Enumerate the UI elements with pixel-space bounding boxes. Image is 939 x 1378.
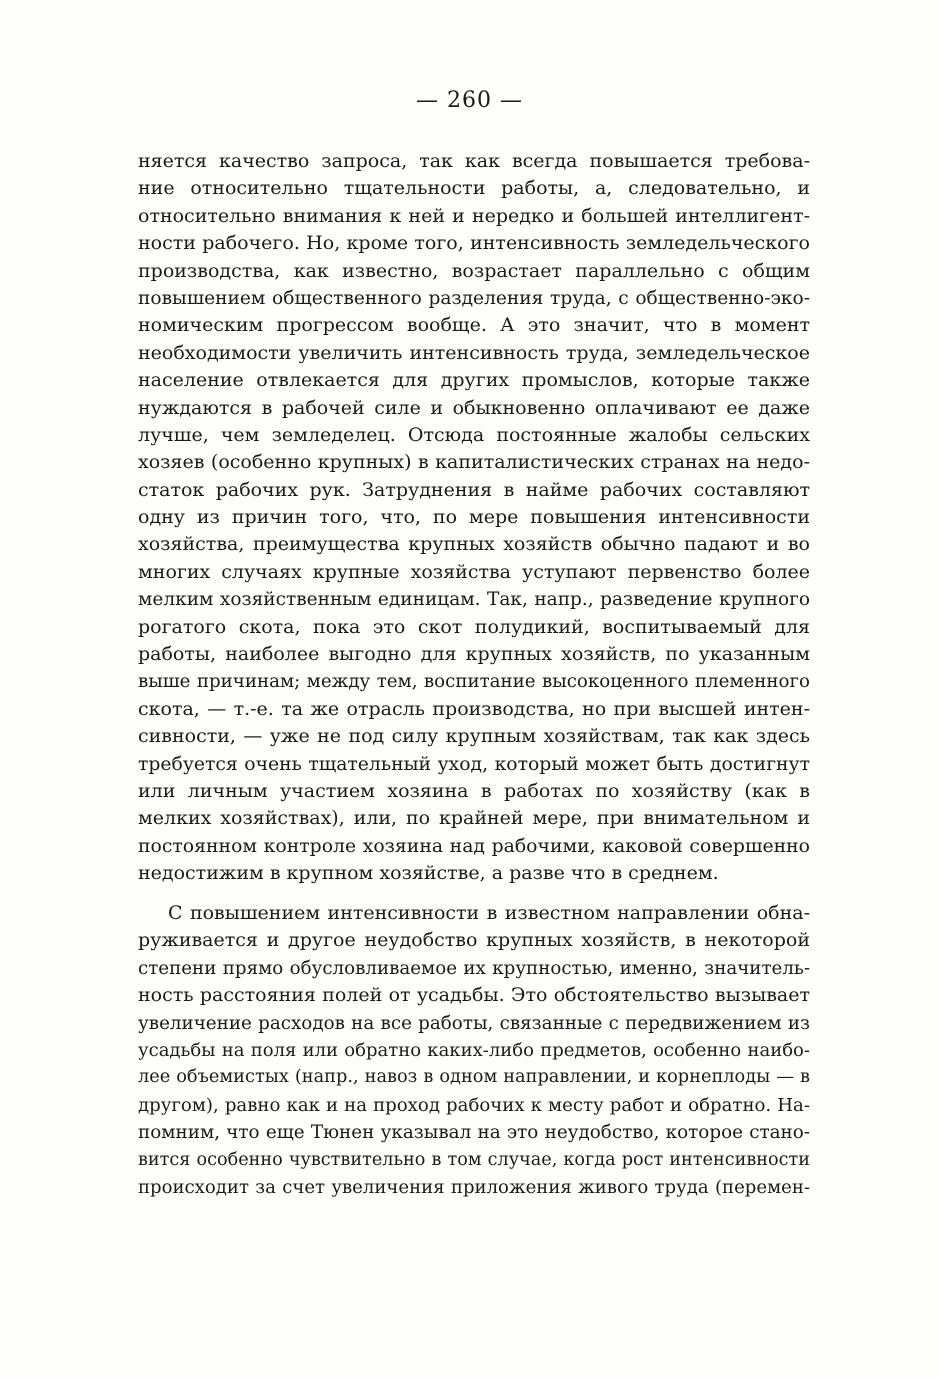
text-line: мелким хозяйственным единицам. Так, напр., разведение крупного	[138, 589, 810, 611]
paragraph-2	[138, 900, 810, 1201]
text-line: усадьбы на поля или обратно каких-либо предметов, особенно наибо-	[138, 1039, 810, 1061]
text-line: статок рабочих рук. Затруднения в найме рабочих составляют	[138, 478, 810, 501]
text-line: относительно внимания к ней и нередко и большей интеллигент-	[138, 204, 810, 227]
text-line: номическим прогрессом вообще. А это значит, что в момент	[138, 314, 810, 337]
text-line: постоянном контроле хозяина над рабочими, каковой совершенно	[138, 835, 810, 857]
text-line: скота, — т.-е. та же отрасль производства, но при высшей интен-	[138, 697, 810, 720]
text-line: многих случаях крупные хозяйства уступают первенство более	[138, 560, 810, 583]
text-line: вится особенно чувствительно в том случае, когда рост интенсивности	[138, 1149, 810, 1170]
text-line: мелких хозяйствах), или, по крайней мере, при внимательном и	[138, 807, 810, 830]
text-line: одну из причин того, что, по мере повышения интенсивности	[138, 506, 810, 529]
text-line: нуждаются в рабочей силе и обыкновенно оплачивают ее даже	[138, 396, 810, 419]
text-line: степени прямо обусловливаемое их крупностью, именно, значитель-	[138, 957, 810, 979]
text-line: няется качество запроса, так как всегда повышается требова-	[138, 150, 810, 172]
text-line: население отвлекается для других промыслов, которые также	[138, 369, 810, 392]
text-line: ности рабочего. Но, кроме того, интенсивность земледельческого	[138, 232, 810, 255]
text-line: работы, наиболее выгодно для крупных хозяйств, по указанным	[138, 643, 810, 666]
text-line: ние относительно тщательности работы, а, следовательно, и	[138, 177, 810, 200]
text-line: помним, что еще Тюнен указывал на это неудобство, которое стано-	[138, 1122, 810, 1144]
text-line: повышением общественного разделения труда, с общественно-эко-	[138, 287, 810, 309]
text-line: другом), равно как и на проход рабочих к месту работ и обратно. На-	[138, 1094, 810, 1116]
text-line: рогатого скота, пока это скот полудикий, воспитываемый для	[138, 615, 810, 638]
page-number: — 260 —	[416, 88, 523, 113]
text-line: происходит за счет увеличения приложения живого труда (перемен-	[138, 1176, 810, 1198]
text-line: хозяев (особенно крупных) в капиталистических странах на недо-	[138, 451, 810, 474]
text-line: сивности, — уже не под силу крупным хозяйствам, так как здесь	[138, 725, 810, 748]
text-line: требуется очень тщательный уход, который может быть достигнут	[138, 753, 810, 775]
paragraph-1	[138, 148, 810, 888]
text-line: выше причинам; между тем, воспитание высокоценного племенного	[138, 671, 810, 693]
text-line: или личным участием хозяина в работах по хозяйству (как в	[138, 779, 810, 802]
text-line: необходимости увеличить интенсивность труда, земледельческое	[138, 341, 810, 364]
text-line: производства, как известно, возрастает параллельно с общим	[138, 259, 810, 282]
text-line: хозяйства, преимущества крупных хозяйств обычно падают и во	[138, 533, 810, 556]
text-line: увеличение расходов на все работы, связанные с передвижением из	[138, 1012, 810, 1034]
text-line: лее объемистых (напр., навоз в одном направлении, и корнеплоды — в	[138, 1067, 810, 1088]
text-line: С повышением интенсивности в известном направлении обна-	[168, 902, 810, 924]
text-line: лучше, чем земледелец. Отсюда постоянные жалобы сельских	[138, 423, 810, 446]
text-line: ность расстояния полей от усадьбы. Это обстоятельство вызывает	[138, 984, 810, 1007]
text-line: руживается и другое неудобство крупных хозяйств, в некоторой	[138, 929, 810, 952]
text-line: недостижим в крупном хозяйстве, а разве что в среднем.	[138, 862, 719, 885]
